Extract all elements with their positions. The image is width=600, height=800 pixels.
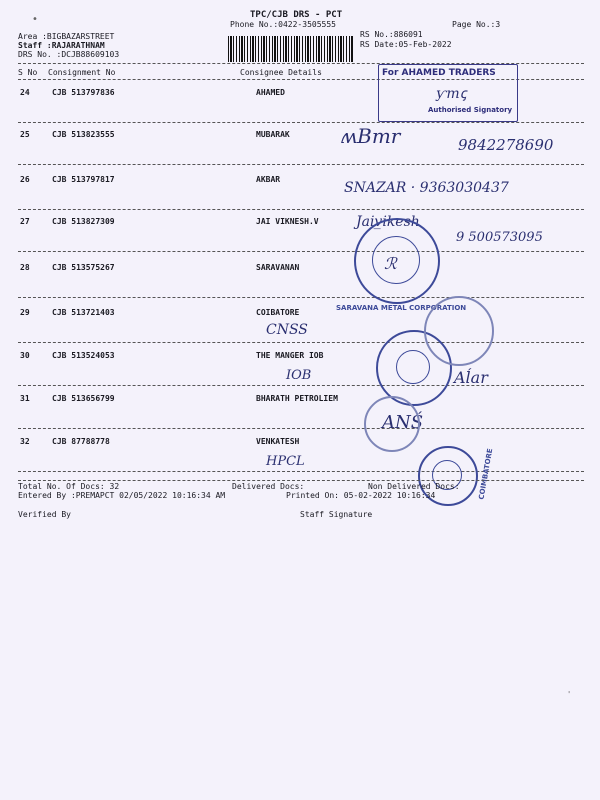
column-header-consignee: Consignee Details — [240, 68, 322, 77]
column-header-consignment: Consignment No — [48, 68, 116, 77]
handwritten-phone-jaivignesh: 9 500573095 — [456, 230, 543, 245]
coimbatore-seal-text: COIMBATORE — [477, 447, 495, 501]
row-consignment-no: CJB 513656799 — [52, 394, 115, 403]
area-field: Area :BIGBAZARSTREET — [18, 32, 115, 41]
row-consignment-no: CJB 513575267 — [52, 263, 115, 272]
row-divider — [18, 297, 584, 298]
saravana-metal-seal — [354, 218, 440, 304]
row-consignee: THE MANGER IOB — [256, 351, 324, 360]
row-divider — [18, 251, 584, 252]
signature-jaivignesh: Jaiv̲ikesh — [356, 214, 420, 230]
row-sno: 25 — [20, 130, 30, 139]
staff-field: Staff :RAJARATHNAM — [18, 41, 105, 50]
authorised-signatory-text: Authorised Signatory — [428, 106, 513, 114]
entered-by: Entered By :PREMAPCT 02/05/2022 10:16:34 AM — [18, 491, 226, 500]
rs-date: RS Date:05-Feb-2022 — [360, 40, 452, 49]
row-divider — [18, 342, 584, 343]
document-title: TPC/CJB DRS - PCT — [250, 10, 343, 20]
column-header-sno: S No — [18, 68, 38, 77]
row-sno: 26 — [20, 175, 30, 184]
handwritten-note-hpcl: HPCL — [266, 454, 305, 469]
row-consignment-no: CJB 513721403 — [52, 308, 115, 317]
row-consignment-no: CJB 513524053 — [52, 351, 115, 360]
seal-center-signature: ℛ — [384, 254, 397, 273]
row-sno: 30 — [20, 351, 30, 360]
handwritten-note-iob: IOB — [286, 368, 312, 383]
phone-number: Phone No.:0422-3505555 — [230, 20, 336, 29]
handwritten-phone-mubarak: 9842278690 — [458, 136, 554, 154]
row-sno: 24 — [20, 88, 30, 97]
handwritten-note-cnss: CNSS — [266, 322, 308, 338]
footer-divider — [18, 480, 584, 481]
row-sno: 29 — [20, 308, 30, 317]
row-divider — [18, 385, 584, 386]
signature-bharath: ANŚ — [382, 412, 424, 433]
drs-number: DRS No. :DCJB88609103 — [18, 50, 120, 59]
row-consignment-no: CJB 513797836 — [52, 88, 115, 97]
printed-on: Printed On: 05-02-2022 10:16:34 — [286, 491, 436, 500]
non-delivered-docs: Non Delivered Docs: — [368, 482, 460, 491]
ahamed-traders-stamp-text: For AHAMED TRADERS — [382, 68, 496, 78]
row-consignment-no: CJB 87788778 — [52, 437, 110, 446]
row-divider — [18, 428, 584, 429]
signature-iob: Aĺar — [454, 368, 488, 387]
barcode — [228, 36, 354, 62]
row-consignee: AKBAR — [256, 175, 281, 184]
row-divider — [18, 471, 584, 472]
row-consignee: JAI VIKNESH.V — [256, 217, 319, 226]
row-consignee: COIBATORE — [256, 308, 300, 317]
petroleum-seal — [364, 396, 420, 452]
handwritten-note-akbar: SNAZAR · 9363030437 — [344, 180, 509, 196]
page-number: Page No.:3 — [452, 20, 501, 29]
row-consignee: AHAMED — [256, 88, 285, 97]
signature-mubarak: ʍBmr — [340, 124, 401, 148]
verified-by: Verified By — [18, 510, 71, 519]
staff-signature: Staff Signature — [300, 510, 373, 519]
row-sno: 27 — [20, 217, 30, 226]
rs-number: RS No.:886091 — [360, 30, 423, 39]
row-consignee: VENKATESH — [256, 437, 300, 446]
row-consignee: BHARATH PETROLIEM — [256, 394, 338, 403]
row-consignment-no: CJB 513823555 — [52, 130, 115, 139]
signature-ahamed: ƴmꞔ — [436, 86, 467, 102]
row-sno: 28 — [20, 263, 30, 272]
scan-mark-bottom: ' — [568, 690, 571, 699]
row-divider — [18, 209, 584, 210]
row-sno: 32 — [20, 437, 30, 446]
row-consignee: SARAVANAN — [256, 263, 300, 272]
row-divider — [18, 122, 584, 123]
saravana-metal-seal-text: SARAVANA METAL CORPORATION — [336, 304, 467, 312]
delivered-docs: Delivered Docs: — [232, 482, 305, 491]
row-divider — [18, 164, 584, 165]
row-consignment-no: CJB 513827309 — [52, 217, 115, 226]
bank-seal-faded — [424, 296, 494, 366]
row-sno: 31 — [20, 394, 30, 403]
row-consignment-no: CJB 513797817 — [52, 175, 115, 184]
scan-mark: • — [32, 14, 38, 25]
total-docs: Total No. Of Docs: 32 — [18, 482, 120, 491]
row-consignee: MUBARAK — [256, 130, 290, 139]
